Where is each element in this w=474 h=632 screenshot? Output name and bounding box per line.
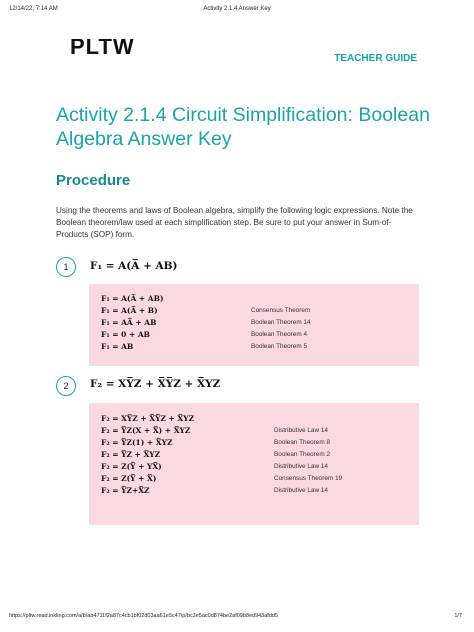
step-reason: Boolean Theorem 5 (251, 343, 308, 350)
step-reason: Distributive Law 14 (274, 487, 328, 494)
step-reason: Consensus Theorem (251, 307, 311, 314)
step-math: F₁ = AB (101, 342, 134, 351)
section-heading: Procedure (56, 172, 131, 189)
step-math: F₁ = A(A̅ + AB) (101, 294, 164, 303)
print-datetime: 12/14/22, 7:14 AM (9, 6, 58, 12)
pltw-logo: PLTW (70, 39, 135, 59)
step-math: F₂ = XY̅Z + X̅Y̅Z + X̅YZ (101, 414, 195, 423)
step-math: F₂ = Z(Y̅ + YX̅) (101, 462, 162, 471)
problem-number-badge: 1 (56, 257, 76, 277)
step-reason: Boolean Theorem 4 (251, 331, 308, 338)
print-url: https://pltw.read.inkling.com/a/b/ab4711f2a87c4cb1bf02d03aa61e5c47/p/bc3e5ac0d874be2af09b8ed943afdd5 (9, 613, 279, 619)
step-math: F₂ = Y̅Z+X̅Z (101, 486, 150, 495)
step-reason: Boolean Theorem 14 (251, 319, 311, 326)
step-math: F₁ = 0 + AB (101, 330, 150, 339)
teacher-guide-label: TEACHER GUIDE (334, 53, 417, 64)
step-reason: Distributive Law 14 (274, 427, 328, 434)
instructions-text: Using the theorems and laws of Boolean algebra, simplify the following logic expressions. Note the Boolean theorem/law used at each simplification step. Be sure to put your answer in Sum-of-Products (SOP) form. (56, 206, 413, 239)
step-reason: Boolean Theorem 8 (274, 439, 331, 446)
step-math: F₁ = A(A̅ + B) (101, 306, 158, 315)
step-reason: Boolean Theorem 2 (274, 451, 331, 458)
step-reason: Consensus Theorem 19 (274, 475, 343, 482)
print-tab-title: Activity 2.1.4 Answer Key (203, 6, 271, 12)
problem-equation: F₁ = A(A̅ + AB) (90, 260, 178, 272)
solution-box (89, 403, 419, 525)
step-math: F₂ = Y̅Z(1) + X̅YZ (101, 438, 173, 447)
page-title: Activity 2.1.4 Circuit Simplification: Boolean Algebra Answer Key (56, 104, 430, 150)
solution-box (89, 284, 419, 366)
step-math: F₁ = AA̅ + AB (101, 318, 157, 327)
step-math: F₂ = Y̅Z + X̅YZ (101, 450, 161, 459)
step-math: F₂ = Y̅Z(X + X̅) + X̅YZ (101, 426, 191, 435)
page-number: 1/7 (454, 613, 462, 619)
problem-number-badge: 2 (56, 376, 76, 396)
step-math: F₂ = Z(Y̅ + X̅) (101, 474, 157, 483)
step-reason: Distributive Law 14 (274, 463, 328, 470)
problem-equation: F₂ = XY̅Z + X̅Y̅Z + X̅YZ (90, 378, 221, 390)
